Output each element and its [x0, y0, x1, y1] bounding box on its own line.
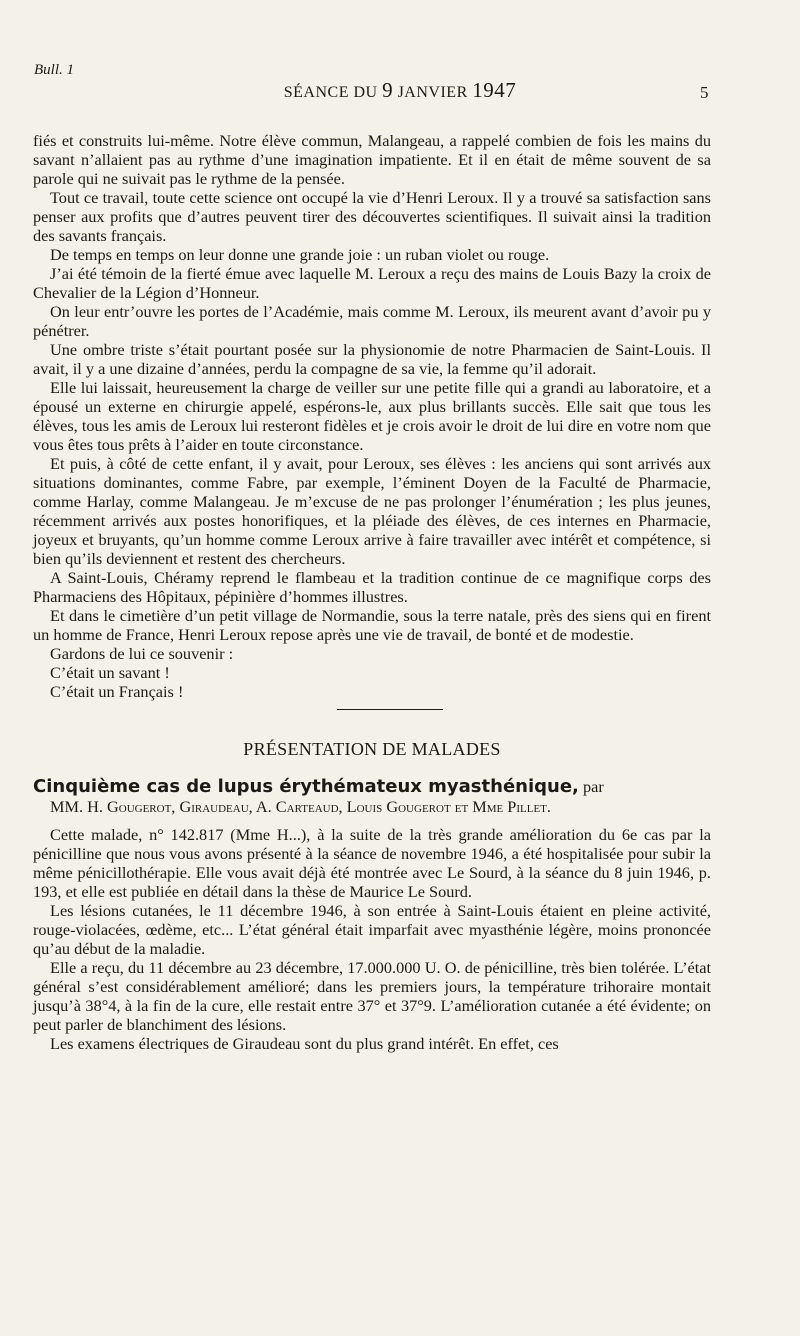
title-month: JANVIER	[397, 84, 468, 101]
eulogy-paragraph: Et dans le cimetière d’un petit village de Normandie, sous la terre natale, près des siens qui en firent un homme de France, Henri Leroux repose après une vie de travail, de bonté et de modestie.	[33, 606, 711, 644]
running-title	[0, 78, 800, 103]
title-year: 1947	[472, 78, 517, 102]
article-paragraph: Les examens électriques de Giraudeau sont du plus grand intérêt. En effet, ces	[50, 1034, 559, 1053]
article-paragraph: Les lésions cutanées, le 11 décembre 1946, à son entrée à Saint-Louis étaient en pleine activité, rouge-violacées, œdème, etc... L’état général était imparfait avec myasthénie légère, moins prononcée qu’au début de la maladie.	[33, 901, 711, 958]
running-header-left: Bull. 1	[34, 62, 74, 78]
eulogy-paragraph: Elle lui laissait, heureusement la charge de veiller sur une petite fille qui a grandi au laboratoire, et a épousé un externe en chirurgie appelé, espérons-le, aux plus brillants succès. Elle sait que tous les élèves, tous les amis de Leroux lui resteront fidèles et je crois avoir le droit de lui dire en votre nom que vous êtes tous prêts à l’aider en toute circonstance.	[33, 378, 711, 454]
eulogy-paragraph: A Saint-Louis, Chéramy reprend le flambeau et la tradition continue de ce magnifique corps des Pharmaciens des Hôpitaux, pépinière d’hommes illustres.	[33, 568, 711, 606]
article-title-block	[33, 777, 711, 817]
article-body	[33, 825, 711, 1053]
article-by: par	[582, 777, 604, 796]
closing-line: Gardons de lui ce souvenir :	[50, 644, 234, 663]
closing-line: C’était un savant !	[50, 663, 170, 682]
section-divider	[337, 709, 443, 710]
section-heading: PRÉSENTATION DE MALADES	[243, 739, 501, 759]
eulogy-paragraph: J’ai été témoin de la fierté émue avec laquelle M. Leroux a reçu des mains de Louis Bazy la croix de Chevalier de la Légion d’Honneur.	[33, 264, 711, 302]
article-paragraph: Elle a reçu, du 11 décembre au 23 décembre, 17.000.000 U. O. de pénicilline, très bien tolérée. L’état général s’est considérablement amélioré; dans les premiers jours, la température trihoraire montait jusqu’à 38°4, à la fin de la cure, elle restait entre 37° et 37°9. L’amélioration cutanée a été évidente; on peut parler de blanchiment des lésions.	[33, 958, 711, 1034]
page-number: 5	[700, 83, 709, 102]
title-prefix: SÉANCE DU	[283, 84, 378, 101]
eulogy-paragraph: Une ombre triste s’était pourtant posée sur la physionomie de notre Pharmacien de Saint-Louis. Il avait, il y a une dizaine d’années, perdu la compagne de sa vie, la femme qu’il adorait.	[33, 340, 711, 378]
eulogy-paragraph: On leur entr’ouvre les portes de l’Académie, mais comme M. Leroux, ils meurent avant d’avoir pu y pénétrer.	[33, 302, 711, 340]
article-title: Cinquième cas de lupus érythémateux myasthénique,	[33, 776, 579, 797]
closing-line: C’était un Français !	[50, 682, 184, 701]
article-authors: MM. H. Gougerot, Giraudeau, A. Carteaud, Louis Gougerot et Mme Pillet.	[50, 797, 551, 816]
page-body	[33, 131, 711, 1053]
article-paragraph: Cette malade, n° 142.817 (Mme H...), à la suite de la très grande amélioration du 6e cas par la pénicilline que nous vous avons présenté à la séance de novembre 1946, a été hospitalisée pour subir la même pénicillothérapie. Elle vous avait déjà été montrée avec Le Sourd, à la séance du 8 juin 1946, p. 193, et elle est publiée en détail dans la thèse de Maurice Le Sourd.	[33, 825, 711, 901]
eulogy-paragraph: Tout ce travail, toute cette science ont occupé la vie d’Henri Leroux. Il y a trouvé sa satisfaction sans penser aux profits que d’autres peuvent tirer des découvertes scientifiques. Il suivait ainsi la tradition des savants français.	[33, 188, 711, 245]
eulogy-paragraph: Et puis, à côté de cette enfant, il y avait, pour Leroux, ses élèves : les anciens qui sont arrivés aux situations dominantes, comme Fabre, par exemple, l’éminent Doyen de la Faculté de Pharmacie, comme Harlay, comme Malangeau. Je m’excuse de ne pas prolonger l’énumération ; les plus jeunes, récemment arrivés aux postes honorifiques, et la pléiade des élèves, de ces internes en Pharmacie, joyeux et bruyants, qu’un homme comme Leroux arrive à faire travailler avec intérêt et compétence, si bien qu’ils deviennent et restent des chercheurs.	[33, 454, 711, 568]
eulogy-paragraph: fiés et construits lui-même. Notre élève commun, Malangeau, a rappelé combien de fois les mains du savant n’allaient pas au rythme d’une imagination impatiente. Et il en était de même souvent de sa parole qui ne suivait pas le rythme de la pensée.	[33, 131, 711, 188]
eulogy-paragraph: De temps en temps on leur donne une grande joie : un ruban violet ou rouge.	[50, 245, 550, 264]
title-day: 9	[382, 78, 394, 102]
